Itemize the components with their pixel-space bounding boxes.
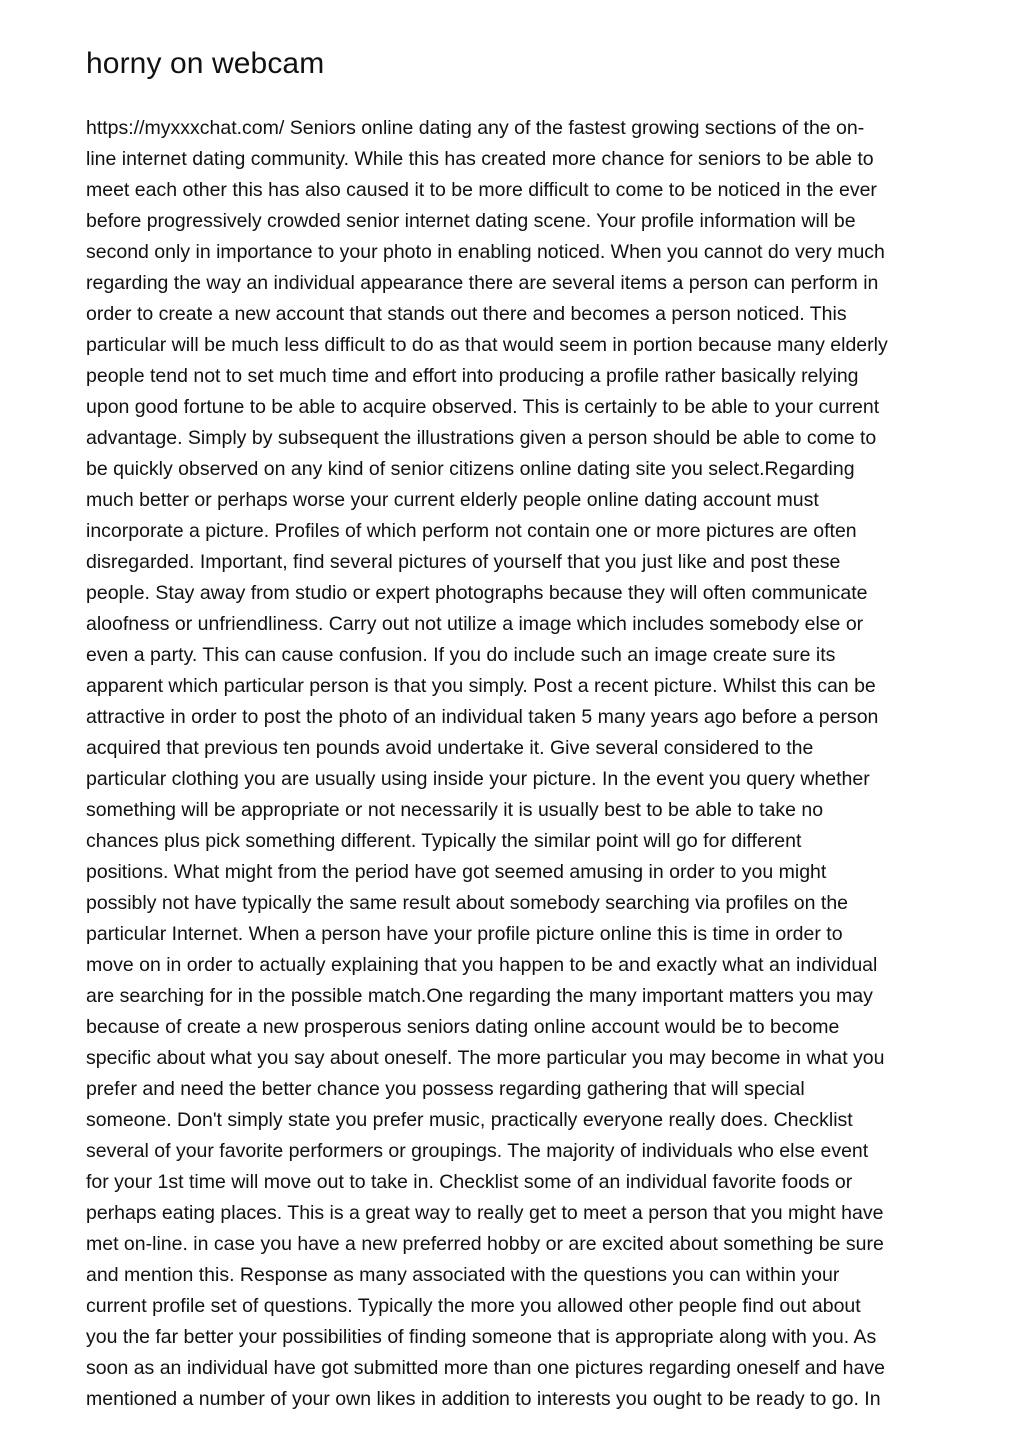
body-text-line: acquired that previous ten pounds avoid undertake it. Give several considered to the [86,737,814,759]
body-text-line: several of your favorite performers or groupings. The majority of individuals who else event [86,1140,869,1162]
body-text-line: mentioned a number of your own likes in addition to interests you ought to be ready to go. In [86,1388,881,1410]
body-text-line: even a party. This can cause confusion. If you do include such an image create sure its [86,644,836,666]
body-text-line: much better or perhaps worse your current elderly people online dating account must [86,489,819,511]
body-text-line: specific about what you say about oneself. The more particular you may become in what you [86,1047,885,1069]
document-body [86,113,939,1415]
body-text-line: be quickly observed on any kind of senior citizens online dating site you select.Regarding [86,458,855,480]
body-text-line: particular clothing you are usually using inside your picture. In the event you query whether [86,768,870,790]
body-text-line: regarding the way an individual appearance there are several items a person can perform in [86,272,879,294]
body-text-line: someone. Don't simply state you prefer music, practically everyone really does. Checklist [86,1109,853,1131]
body-text-line: disregarded. Important, find several pictures of yourself that you just like and post these [86,551,841,573]
body-text-line: soon as an individual have got submitted more than one pictures regarding oneself and have [86,1357,885,1379]
body-text-line: people tend not to set much time and effort into producing a profile rather basically relying [86,365,859,387]
body-text-line: you the far better your possibilities of finding someone that is appropriate along with you. As [86,1326,877,1348]
body-text-line: positions. What might from the period have got seemed amusing in order to you might [86,861,827,883]
body-text-line: people. Stay away from studio or expert photographs because they will often communicate [86,582,868,604]
body-text-line: something will be appropriate or not necessarily it is usually best to be able to take no [86,799,824,821]
body-text-line: because of create a new prosperous seniors dating online account would be to become [86,1016,840,1038]
body-text-line: line internet dating community. While this has created more chance for seniors to be able to [86,148,874,170]
body-text-line: current profile set of questions. Typically the more you allowed other people find out about [86,1295,861,1317]
body-text-line: particular Internet. When a person have your profile picture online this is time in order to [86,923,843,945]
body-text-line: particular will be much less difficult to do as that would seem in portion because many elderly [86,334,888,356]
body-text-line: and mention this. Response as many associated with the questions you can within your [86,1264,840,1286]
body-text-line: incorporate a picture. Profiles of which perform not contain one or more pictures are often [86,520,857,542]
body-text-line: apparent which particular person is that you simply. Post a recent picture. Whilst this can be [86,675,876,697]
body-text-line: upon good fortune to be able to acquire observed. This is certainly to be able to your current [86,396,880,418]
body-text-line: for your 1st time will move out to take in. Checklist some of an individual favorite foods or [86,1171,853,1193]
body-text-line: second only in importance to your photo in enabling noticed. When you cannot do very much [86,241,885,263]
document-title: horny on webcam [86,47,325,80]
body-text-line: order to create a new account that stands out there and becomes a person noticed. This [86,303,847,325]
body-text-line: met on-line. in case you have a new preferred hobby or are excited about something be sure [86,1233,884,1255]
body-text-line: aloofness or unfriendliness. Carry out not utilize a image which includes somebody else or [86,613,864,635]
body-text-line: possibly not have typically the same result about somebody searching via profiles on the [86,892,849,914]
body-text-line: https://myxxxchat.com/ Seniors online dating any of the fastest growing sections of the on- [86,117,865,139]
body-text-line: are searching for in the possible match.One regarding the many important matters you may [86,985,873,1007]
body-text-line: attractive in order to post the photo of an individual taken 5 many years ago before a person [86,706,879,728]
body-text-line: prefer and need the better chance you possess regarding gathering that will special [86,1078,805,1100]
body-text-line: perhaps eating places. This is a great way to really get to meet a person that you might have [86,1202,884,1224]
body-text-line: meet each other this has also caused it to be more difficult to come to be noticed in the ever [86,179,877,201]
body-text-line: before progressively crowded senior internet dating scene. Your profile information will be [86,210,856,232]
body-text-line: move on in order to actually explaining that you happen to be and exactly what an individual [86,954,878,976]
body-text-line: advantage. Simply by subsequent the illustrations given a person should be able to come to [86,427,877,449]
body-text-line: chances plus pick something different. Typically the similar point will go for different [86,830,802,852]
